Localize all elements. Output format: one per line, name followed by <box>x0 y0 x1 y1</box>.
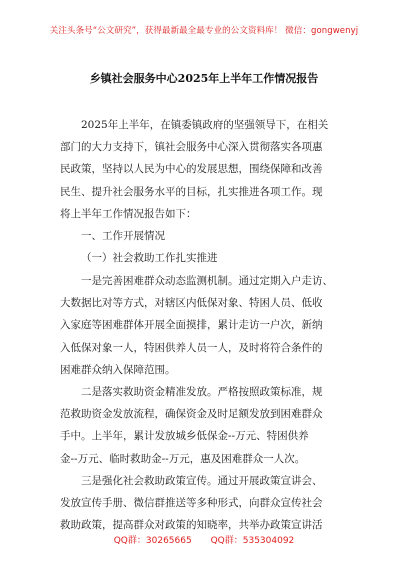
paragraph-line: 救助政策，提高群众对政策的知晓率，共举办政策宣讲活 <box>60 519 323 532</box>
section-heading-text: 一、工作开展情况 <box>81 230 165 242</box>
footer-qq-group-1: QQ群：30265665 <box>113 536 192 546</box>
paragraph-line: 二是落实救助资金精准发放。严格按照政策标准，规 <box>81 386 323 398</box>
paragraph-line: 金--万元、临时救助金--万元，惠及困难群众一人次。 <box>60 452 306 465</box>
paragraph-line: 入低保对象一人，特困供养人员一人，及时将符合条件的 <box>60 341 323 354</box>
paragraph-line: 发放宣传手册、微信群推送等多种形式，向群众宣传社会 <box>60 497 323 510</box>
paragraph-line: 民生、提升社会服务水平的目标，扎实推进各项工作。现 <box>60 185 323 198</box>
point-1-paragraph <box>60 270 352 381</box>
intro-paragraph <box>60 114 352 225</box>
footer-contact <box>0 533 408 546</box>
document-title: 乡镇社会服务中心2025年上半年工作情况报告 <box>89 72 319 85</box>
subsection-heading <box>60 247 352 269</box>
section-heading <box>60 225 352 247</box>
paragraph-line: 困难群众纳入保障范围。 <box>60 363 176 376</box>
subsection-heading-text: （一）社会救助工作扎实推进 <box>81 252 218 264</box>
paragraph-line: 三是强化社会救助政策宣传。通过开展政策宣讲会、 <box>81 475 323 487</box>
point-3-paragraph <box>60 470 352 537</box>
paragraph-line: 手中。上半年，累计发放城乡低保金--万元、特困供养 <box>60 430 309 443</box>
paragraph-line: 入家庭等困难群体开展全面摸排，累计走访一户次，新纳 <box>60 319 323 332</box>
paragraph-line: 一是完善困难群众动态监测机制。通过定期入户走访、 <box>81 275 333 287</box>
paragraph-line: 范救助资金发放流程，确保资金及时足额发放到困难群众 <box>60 408 323 421</box>
header-banner: 关注头条号“公文研究”，获得最新最全最专业的公文资料库！ 微信：gongwenyj <box>49 26 359 36</box>
footer-qq-group-2: QQ群：535304092 <box>210 536 295 546</box>
point-2-paragraph <box>60 381 352 470</box>
paragraph-line: 民政策，坚持以人民为中心的发展思想，围绕保障和改善 <box>60 163 323 176</box>
paragraph-line: 部门的大力支持下，镇社会服务中心深入贯彻落实各项惠 <box>60 141 323 154</box>
paragraph-line: 大数据比对等方式，对辖区内低保对象、特困人员、低收 <box>60 297 323 310</box>
paragraph-line: 2025年上半年，在镇委镇政府的坚强领导下，在相关 <box>81 119 329 131</box>
paragraph-line: 将上半年工作情况报告如下： <box>60 207 197 220</box>
